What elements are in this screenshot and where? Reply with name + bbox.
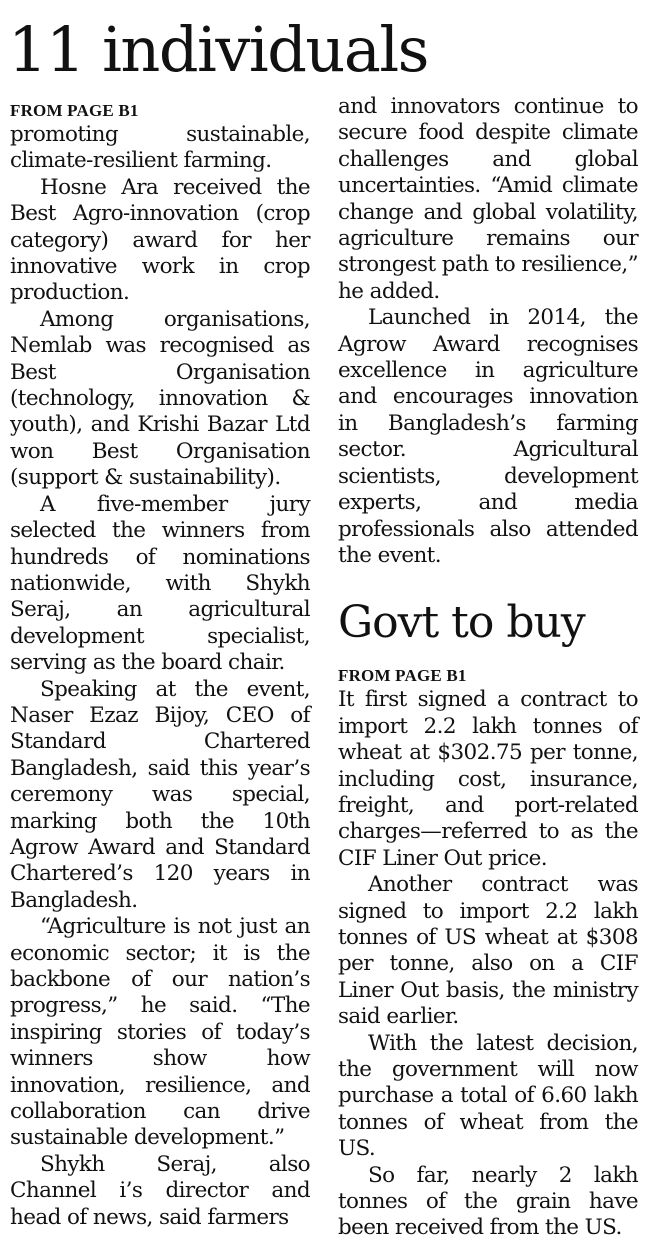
article-paragraph: With the latest decision, the government will now purchase a total of 6.60 lakh tonnes of wheat from the US. — [338, 1030, 638, 1162]
article-paragraph: Speaking at the event, Naser Ezaz Bijoy, CEO of Standard Chartered Bangladesh, said this year’s ceremony was special, marking both the 10th Agrow Award and Standard Chartered’s 120 years in Bangladesh. — [10, 676, 310, 913]
article-paragraph: A five-member jury selected the winners from hundreds of nominations nationwide, with Shykh Seraj, an agricultural development specialist, serving as the board chair. — [10, 491, 310, 676]
second-article-headline: Govt to buy — [338, 597, 585, 649]
article-paragraph: Another contract was signed to import 2.2 lakh tonnes of US wheat at $308 per tonne, also on a CIF Liner Out basis, the ministry said earlier. — [338, 872, 638, 1030]
article-paragraph: Among organisations, Nemlab was recognised as Best Organisation (technology, innovation & youth), and Krishi Bazar Ltd won Best Organisation (support & sustainability). — [10, 306, 310, 491]
continuation-kicker: FROM PAGE B1 — [10, 101, 139, 120]
article-paragraph: It first signed a contract to import 2.2 lakh tonnes of wheat at $302.75 per tonne, including cost, insurance, freight, and port-related charges—referred to as the CIF Liner Out price. — [338, 687, 638, 871]
article-paragraph: and innovators continue to secure food despite climate challenges and global uncertainties. “Amid climate change and global volatility, agriculture remains our strongest path to resilience,” he added. — [338, 94, 638, 304]
article-paragraph: So far, nearly 2 lakh tonnes of the grain have been received from the US. — [338, 1162, 638, 1241]
article-paragraph: promoting sustainable, climate-resilient farming. — [10, 122, 310, 174]
article-paragraph: Launched in 2014, the Agrow Award recognises excellence in agriculture and encourages innovation in Bangladesh’s farming sector. Agricultural scientists, development experts, and media professionals also attended the event. — [338, 305, 638, 568]
article-headline: 11 individuals — [8, 13, 428, 86]
column-left — [10, 100, 310, 1231]
article-paragraph: “Agriculture is not just an economic sector; it is the backbone of our nation’s progress,” he said. “The inspiring stories of today’s winners show how innovation, resilience, and collaboration can drive sustainable development.” — [10, 914, 310, 1151]
column-right — [338, 94, 638, 1242]
article-paragraph: Shykh Seraj, also Channel i’s director and head of news, said farmers — [10, 1151, 310, 1230]
continuation-kicker: FROM PAGE B1 — [338, 666, 467, 686]
article-paragraph: Hosne Ara received the Best Agro-innovation (crop category) award for her innovative work in crop production. — [10, 174, 310, 306]
